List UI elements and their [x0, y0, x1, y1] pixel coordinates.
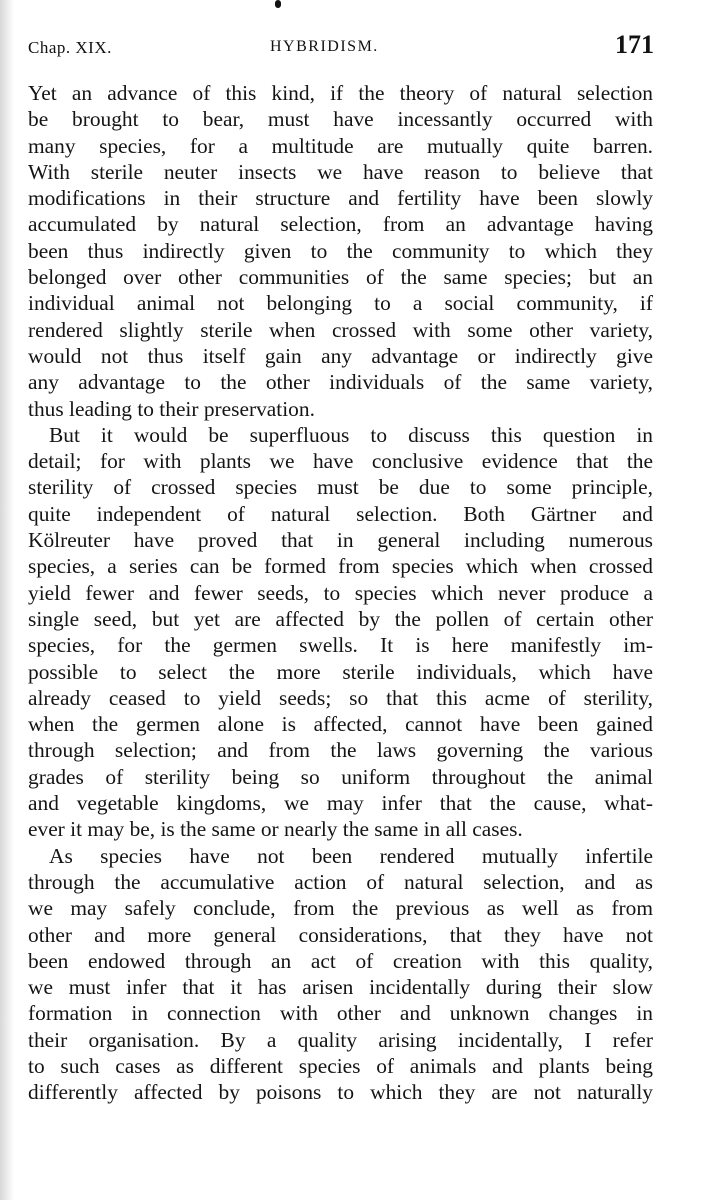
- text-line: single seed, but yet are affected by the pollen of certain other: [28, 606, 653, 631]
- text-line: we may safely conclude, from the previous as well as from: [28, 896, 653, 921]
- paragraph-start-line: As species have not been rendered mutually infertile: [49, 843, 653, 868]
- text-line: we must infer that it has arisen incidentally during their slow: [28, 975, 653, 1000]
- text-line: their organisation. By a quality arising incidentally, I refer: [28, 1027, 653, 1052]
- body-text: [28, 80, 653, 1106]
- text-line: possible to select the more sterile individuals, which have: [28, 659, 653, 684]
- text-line: other and more general considerations, that they have not: [28, 922, 653, 947]
- text-line: species, a series can be formed from species which when crossed: [28, 554, 653, 579]
- text-line: quite independent of natural selection. Both Gärtner and: [28, 501, 653, 526]
- text-line: been thus indirectly given to the community to which they: [28, 238, 653, 263]
- running-title: HYBRIDISM.: [270, 38, 379, 55]
- text-line: be brought to bear, must have incessantly occurred with: [28, 107, 653, 132]
- text-line: individual animal not belonging to a social community, if: [28, 291, 653, 316]
- paragraph-end-line: ever it may be, is the same or nearly the same in all cases.: [28, 817, 523, 842]
- text-line: any advantage to the other individuals of the same variety,: [28, 370, 653, 395]
- text-line: many species, for a multitude are mutually quite barren.: [28, 133, 653, 158]
- text-line: Yet an advance of this kind, if the theory of natural selection: [28, 81, 653, 105]
- text-line: sterility of crossed species must be due to some principle,: [28, 475, 653, 500]
- text-line: when the germen alone is affected, cannot have been gained: [28, 712, 653, 737]
- text-line: With sterile neuter insects we have reason to believe that: [28, 159, 653, 184]
- text-line: would not thus itself gain any advantage or indirectly give: [28, 343, 653, 368]
- paragraph-start-line: But it would be superfluous to discuss this question in: [49, 422, 653, 447]
- page-number: 171: [615, 30, 654, 59]
- text-line: modifications in their structure and fertility have been slowly: [28, 186, 653, 211]
- text-line: rendered slightly sterile when crossed with some other variety,: [28, 317, 653, 342]
- text-line: differently affected by poisons to which they are not naturally: [28, 1080, 653, 1105]
- running-header: [28, 30, 654, 60]
- chapter-label: Chap. XIX.: [28, 38, 112, 57]
- text-line: species, for the germen swells. It is here manifestly im-: [28, 633, 653, 658]
- text-line: and vegetable kingdoms, we may infer that the cause, what-: [28, 791, 653, 816]
- paragraph-end-line: thus leading to their preservation.: [28, 396, 315, 421]
- text-line: accumulated by natural selection, from an advantage having: [28, 212, 653, 237]
- text-line: belonged over other communities of the same species; but an: [28, 265, 653, 290]
- text-line: been endowed through an act of creation with this quality,: [28, 948, 653, 973]
- text-line: yield fewer and fewer seeds, to species which never produce a: [28, 580, 653, 605]
- ink-mark: [275, 0, 281, 8]
- text-line: detail; for with plants we have conclusive evidence that the: [28, 449, 653, 474]
- text-line: Kölreuter have proved that in general including numerous: [28, 528, 653, 553]
- text-line: through the accumulative action of natural selection, and as: [28, 869, 653, 894]
- text-line: already ceased to yield seeds; so that this acme of sterility,: [28, 685, 653, 710]
- text-line: through selection; and from the laws governing the various: [28, 738, 653, 763]
- text-line: formation in connection with other and unknown changes in: [28, 1001, 653, 1026]
- text-line: to such cases as different species of animals and plants being: [28, 1053, 653, 1078]
- text-line: grades of sterility being so uniform throughout the animal: [28, 764, 653, 789]
- page-edge-shadow: [0, 0, 14, 1200]
